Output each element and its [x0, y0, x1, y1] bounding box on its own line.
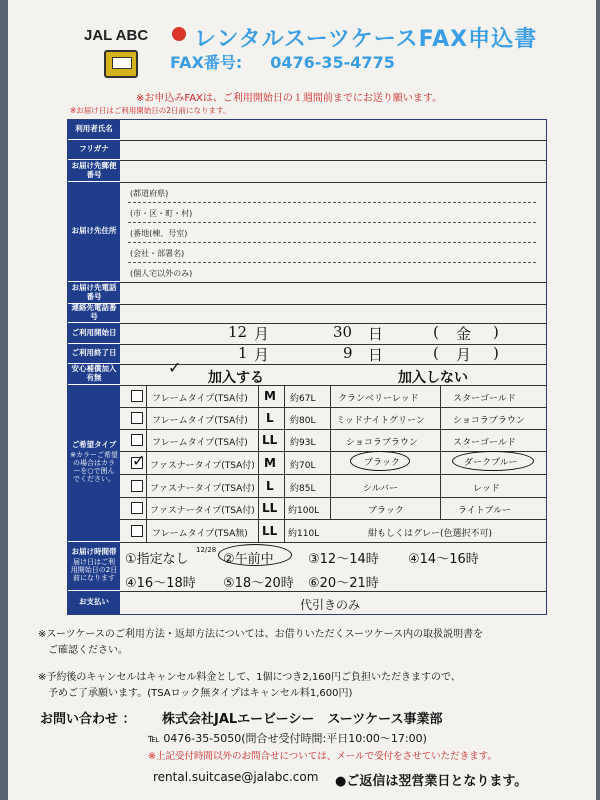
address-prefecture: (都道府県): [130, 189, 169, 198]
type-color-4a[interactable]: ブラック: [364, 458, 400, 468]
contact-company: 株式会社JALエービーシー スーツケース事業部: [162, 712, 443, 727]
jal-crane-icon: [172, 27, 186, 41]
end-month-unit: 月: [254, 346, 270, 364]
payment-method: 代引きのみ: [300, 598, 361, 612]
type-color-2a[interactable]: ミッドナイトグリーン: [336, 416, 425, 426]
type-name-3: フレームタイプ(TSA付): [152, 438, 248, 448]
start-weekday: 金: [456, 325, 472, 343]
time-scribble: 12/28: [196, 546, 217, 554]
label-start-date: ご利用開始日: [68, 323, 120, 344]
end-paren-open: (: [433, 344, 439, 362]
type-checkbox-7[interactable]: [131, 525, 143, 537]
type-color-3b[interactable]: スターゴールド: [453, 438, 516, 448]
type-checkbox-5[interactable]: [131, 480, 143, 492]
time-option-4[interactable]: ④14～16時: [408, 552, 479, 567]
label-delivery-time: お届け時間帯 届け日はご利用開始日の2日前になります: [68, 542, 120, 591]
fax-machine-icon: [104, 50, 138, 78]
label-payment: お支払い: [68, 591, 120, 614]
label-zip: お届け先郵便番号: [68, 160, 120, 182]
usage-note-line2: ご確認ください。: [48, 645, 128, 656]
type-volume-7: 約110L: [288, 529, 320, 539]
cancel-note-line1: ※予約後のキャンセルはキャンセル料金として、1個につき2,160円ご負担いただきますので、: [38, 672, 461, 683]
type-size-7: LL: [262, 524, 278, 538]
type-color-5b[interactable]: レッド: [473, 484, 500, 494]
type-color-1a[interactable]: クランベリーレッド: [338, 394, 419, 404]
start-paren-open: (: [433, 323, 439, 341]
fax-number-line: FAX番号: 0476-35-4775: [170, 53, 395, 72]
start-day-unit: 日: [368, 325, 384, 343]
address-company: (会社・部署名): [130, 249, 185, 258]
type-name-6: ファスナータイプ(TSA付): [150, 506, 255, 516]
contact-email[interactable]: rental.suitcase@jalabc.com: [153, 770, 319, 784]
application-form: [67, 119, 547, 615]
type-size-6: LL: [262, 501, 278, 515]
label-address: お届け先住所: [68, 182, 120, 282]
end-day: 9: [343, 344, 353, 362]
time-option-7[interactable]: ⑥20～21時: [308, 576, 379, 591]
delivery-note: ※お届け日はご利用開始日の2日前になります。: [70, 106, 231, 115]
type-color-2b[interactable]: ショコラブラウン: [453, 416, 525, 426]
type-name-4: ファスナータイプ(TSA付): [150, 461, 255, 471]
type-size-3: LL: [262, 433, 278, 447]
type-color-6b[interactable]: ライトブルー: [458, 506, 512, 516]
insurance-no-option[interactable]: 加入しない: [398, 370, 468, 386]
start-month: 12: [228, 323, 248, 341]
type-checkbox-2[interactable]: [131, 412, 143, 424]
type-name-7: フレームタイプ(TSA無): [152, 529, 248, 539]
time-option-1[interactable]: ①指定なし: [125, 552, 189, 567]
contact-hours-note: ※上記受付時間以外のお問合せについては、メールで受付をさせていただきます。: [148, 751, 497, 762]
insurance-yes-option[interactable]: 加入する: [208, 370, 264, 386]
type-size-1: M: [264, 389, 276, 403]
type-checkbox-1[interactable]: [131, 390, 143, 402]
type-size-2: L: [266, 411, 274, 425]
end-paren-close: ): [493, 344, 499, 362]
label-insurance: 安心補償加入有無: [68, 364, 120, 385]
end-month: 1: [238, 344, 248, 362]
start-day: 30: [333, 323, 353, 341]
address-city: (市・区・町・村): [130, 209, 193, 218]
time-option-6[interactable]: ⑤18～20時: [223, 576, 294, 591]
label-contact-phone: 連絡先電話番号: [68, 304, 120, 323]
type-color-1b[interactable]: スターゴールド: [453, 394, 516, 404]
type-size-4: M: [264, 456, 276, 470]
type-size-5: L: [266, 479, 274, 493]
start-month-unit: 月: [254, 325, 270, 343]
form-title: レンタルスーツケースFAX申込書: [194, 27, 538, 52]
label-name: 利用者氏名: [68, 120, 120, 140]
type-color-4b[interactable]: ダークブルー: [464, 458, 518, 468]
address-street: (番地(棟、号室): [130, 229, 188, 238]
type-volume-3: 約93L: [290, 438, 316, 448]
address-non-home: (個人宅以外のみ): [130, 269, 193, 278]
end-weekday: 月: [456, 346, 472, 364]
type-checkbox-3[interactable]: [131, 434, 143, 446]
contact-label: お問い合わせ ：: [40, 712, 136, 727]
type-volume-5: 約85L: [290, 484, 316, 494]
time-option-2[interactable]: ②午前中: [223, 552, 274, 567]
contact-tel: ℡ 0476-35-5050(問合せ受付時間:平日10:00～17:00): [148, 732, 427, 745]
time-option-3[interactable]: ③12～14時: [308, 552, 379, 567]
start-paren-close: ): [493, 323, 499, 341]
type-volume-2: 約80L: [290, 416, 316, 426]
label-phone: お届け先電話番号: [68, 282, 120, 304]
type-check-mark: ✓: [132, 451, 146, 470]
type-volume-6: 約100L: [288, 506, 320, 516]
type-color-3a[interactable]: ショコラブラウン: [346, 438, 418, 448]
type-name-2: フレームタイプ(TSA付): [152, 416, 248, 426]
brand-logo: JAL ABC: [84, 27, 149, 44]
type-checkbox-6[interactable]: [131, 502, 143, 514]
type-color-6a[interactable]: ブラック: [368, 506, 404, 516]
label-end-date: ご利用終了日: [68, 344, 120, 364]
type-color-5a[interactable]: シルバー: [363, 484, 399, 494]
cancel-note-line2: 予めご了承願います。(TSAロック無タイプはキャンセル料1,600円): [48, 688, 353, 699]
type-volume-4: 約70L: [290, 461, 316, 471]
end-day-unit: 日: [368, 346, 384, 364]
type-color-7a[interactable]: 紺もしくはグレー(色選択不可): [368, 529, 493, 539]
type-name-1: フレームタイプ(TSA付): [152, 394, 248, 404]
type-name-5: ファスナータイプ(TSA付): [150, 484, 255, 494]
time-option-5[interactable]: ④16～18時: [125, 576, 196, 591]
label-furigana: フリガナ: [68, 140, 120, 160]
reply-note: ●ご返信は翌営業日となります。: [335, 774, 528, 789]
type-volume-1: 約67L: [290, 394, 316, 404]
submission-note: ※お申込みFAXは、ご利用開始日の１週間前までにお送り願います。: [136, 93, 443, 104]
insurance-check-mark: ✓: [168, 358, 182, 377]
label-type: ご希望タイプ ※カラーご希望の場合はカラーを○で囲んでください。: [68, 385, 120, 542]
usage-note-line1: ※スーツケースのご利用方法・返却方法については、お借りいただくスーツケース内の取扱説明書を: [38, 629, 484, 640]
